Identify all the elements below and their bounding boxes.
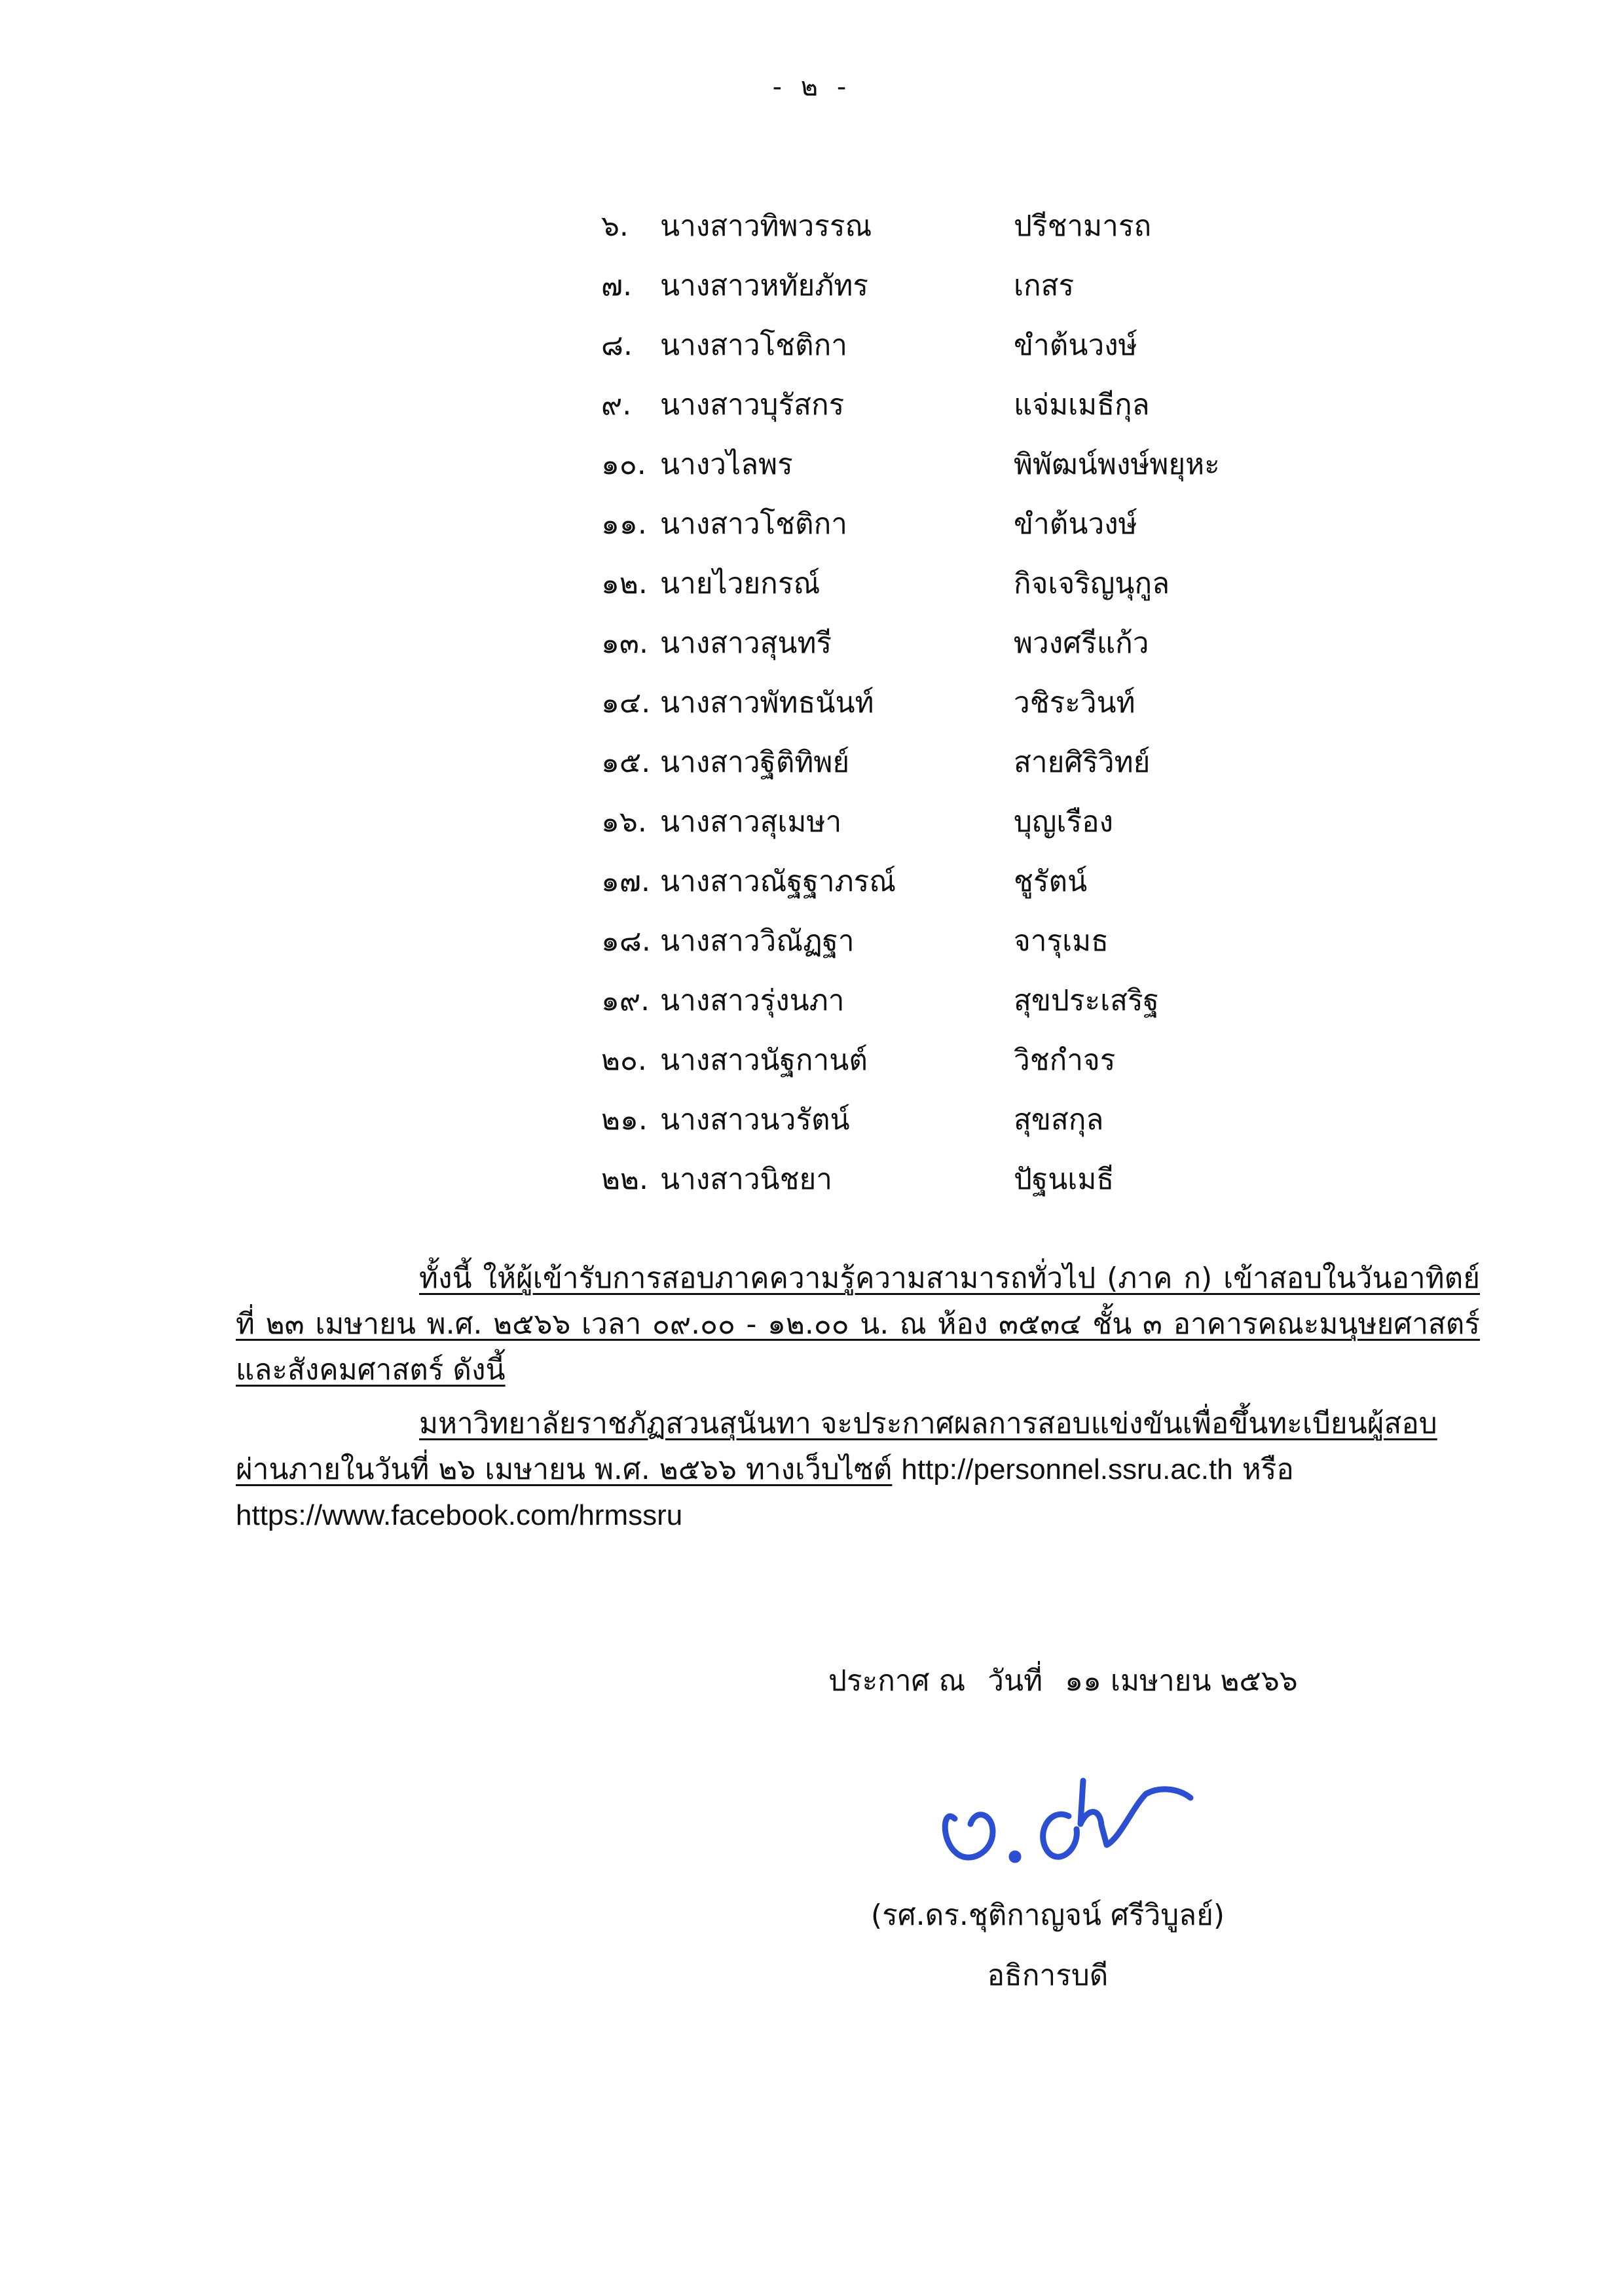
page-number: - ๒ - (772, 72, 852, 102)
date-prefix: ประกาศ ณ (828, 1664, 966, 1698)
announcement-date: ๑๑ เมษายน ๒๕๖๖ (1065, 1664, 1298, 1698)
exam-notice-text: ทั้งนี้ ให้ผู้เข้ารับการสอบภาคความรู้ความสามารถทั่วไป (ภาค ก) เข้าสอบในวันอาทิตย์ที่ ๒๓ เมษายน พ.ศ. ๒๕๖๖ เวลา ๐๙.๐๐ - ๑๒.๐๐ น. ณ ห้อง ๓๕๓๔ ชั้น ๓ อาคารคณะมนุษยศาสตร์และสังคมศาสตร์ ดังนี้ (236, 1262, 1480, 1387)
candidate-number: ๑๙. (601, 983, 650, 1017)
candidate-first-name: นางสาวนิชยา (660, 1162, 832, 1196)
candidate-number: ๒๒. (601, 1162, 648, 1196)
candidate-last-name: จารุเมธ (1014, 924, 1109, 958)
candidate-number: ๑๑. (601, 507, 647, 541)
candidate-row (601, 256, 1256, 316)
signer-position: อธิการบดี (987, 1959, 1109, 1992)
candidate-row (601, 673, 1256, 733)
signer-block (851, 1886, 1244, 2006)
candidate-row (601, 911, 1256, 971)
candidate-first-name: นางสาวหทัยภัทร (660, 268, 868, 302)
candidate-number: ๙. (601, 388, 632, 422)
candidate-row (601, 1150, 1256, 1209)
candidate-last-name: ปัฐนเมธี (1014, 1162, 1115, 1196)
candidate-number: ๗. (601, 268, 633, 302)
candidate-number: ๑๐. (601, 447, 646, 481)
candidate-last-name: สุขสกุล (1014, 1102, 1104, 1137)
candidate-first-name: นางสาวณัฐฐาภรณ์ (660, 864, 896, 898)
candidate-last-name: แจ่มเมธีกุล (1014, 388, 1150, 422)
candidate-last-name: ชูรัตน์ (1014, 864, 1088, 898)
result-notice-paragraph (236, 1401, 1480, 1539)
candidate-last-name: พิพัฒน์พงษ์พยุหะ (1014, 447, 1220, 481)
candidate-number: ๑๔. (601, 685, 651, 720)
candidate-first-name: นางสาวทิพวรรณ (660, 209, 872, 243)
candidate-last-name: ขำต้นวงษ์ (1014, 507, 1137, 541)
candidate-number: ๑๒. (601, 566, 648, 600)
candidate-last-name: เกสร (1014, 268, 1075, 302)
candidate-last-name: สายศิริวิทย์ (1014, 745, 1151, 779)
candidate-row (601, 316, 1256, 375)
candidate-first-name: นางสาววิณัฏฐา (660, 924, 855, 958)
candidate-row (601, 196, 1256, 256)
date-day-label: วันที่ (987, 1664, 1043, 1698)
candidate-last-name: กิจเจริญนุกูล (1014, 566, 1170, 600)
candidate-first-name: นางวไลพร (660, 447, 793, 481)
candidate-number: ๖. (601, 209, 629, 243)
candidate-row (601, 1090, 1256, 1150)
exam-notice-paragraph (236, 1256, 1480, 1393)
result-notice-text: มหาวิทยาลัยราชภัฏสวนสุนันทา จะประกาศผลการสอบแข่งขันเพื่อขึ้นทะเบียนผู้สอบผ่านภายในวันที่ ๒๖ เมษายน พ.ศ. ๒๕๖๖ ทางเว็บไซต์ (236, 1407, 1437, 1486)
candidate-first-name: นางสาวบุรัสกร (660, 388, 845, 422)
candidate-number: ๒๐. (601, 1043, 647, 1077)
candidate-first-name: นางสาวนัฐกานต์ (660, 1043, 868, 1077)
candidate-last-name: บุญเรือง (1014, 805, 1114, 839)
candidate-list (601, 196, 1256, 1209)
candidate-number: ๑๓. (601, 626, 648, 660)
candidate-number: ๘. (601, 328, 633, 362)
candidate-last-name: พวงศรีแก้ว (1014, 626, 1149, 660)
candidate-row (601, 971, 1256, 1030)
candidate-row (601, 733, 1256, 792)
candidate-first-name: นางสาวโชติกา (660, 507, 847, 541)
candidate-row (601, 852, 1256, 911)
candidate-number: ๑๕. (601, 745, 651, 779)
candidate-first-name: นางสาวนวรัตน์ (660, 1102, 850, 1137)
candidate-first-name: นางสาวสุเมษา (660, 805, 842, 839)
candidate-first-name: นายไวยกรณ์ (660, 566, 821, 600)
candidate-row (601, 375, 1256, 435)
signer-name: (รศ.ดร.ชุติกาญจน์ ศรีวิบูลย์) (870, 1899, 1225, 1932)
candidate-number: ๑๖. (601, 805, 647, 839)
facebook-link[interactable]: https://www.facebook.com/hrmssru (236, 1499, 683, 1531)
candidate-first-name: นางสาวสุนทรี (660, 626, 832, 660)
candidate-row (601, 613, 1256, 673)
candidate-last-name: ปรีชามารถ (1014, 209, 1152, 243)
candidate-last-name: สุขประเสริฐ (1014, 983, 1159, 1017)
candidate-last-name: วิชกำจร (1014, 1043, 1116, 1077)
candidate-row (601, 494, 1256, 554)
candidate-row (601, 792, 1256, 852)
announcement-dateline (828, 1658, 1298, 1704)
candidate-row (601, 1030, 1256, 1090)
candidate-last-name: ขำต้นวงษ์ (1014, 328, 1137, 362)
website-link[interactable]: http://personnel.ssru.ac.th (901, 1453, 1233, 1485)
candidate-row (601, 435, 1256, 494)
candidate-number: ๑๗. (601, 864, 651, 898)
candidate-first-name: นางสาวฐิติทิพย์ (660, 745, 850, 779)
candidate-row (601, 554, 1256, 613)
or-label: หรือ (1242, 1453, 1294, 1486)
candidate-last-name: วชิระวินท์ (1014, 685, 1135, 720)
candidate-number: ๒๑. (601, 1102, 648, 1137)
candidate-first-name: นางสาวโชติกา (660, 328, 847, 362)
signature (917, 1761, 1205, 1879)
candidate-first-name: นางสาวรุ่งนภา (660, 983, 845, 1017)
candidate-number: ๑๘. (601, 924, 651, 958)
candidate-first-name: นางสาวพัทธนันท์ (660, 685, 874, 720)
